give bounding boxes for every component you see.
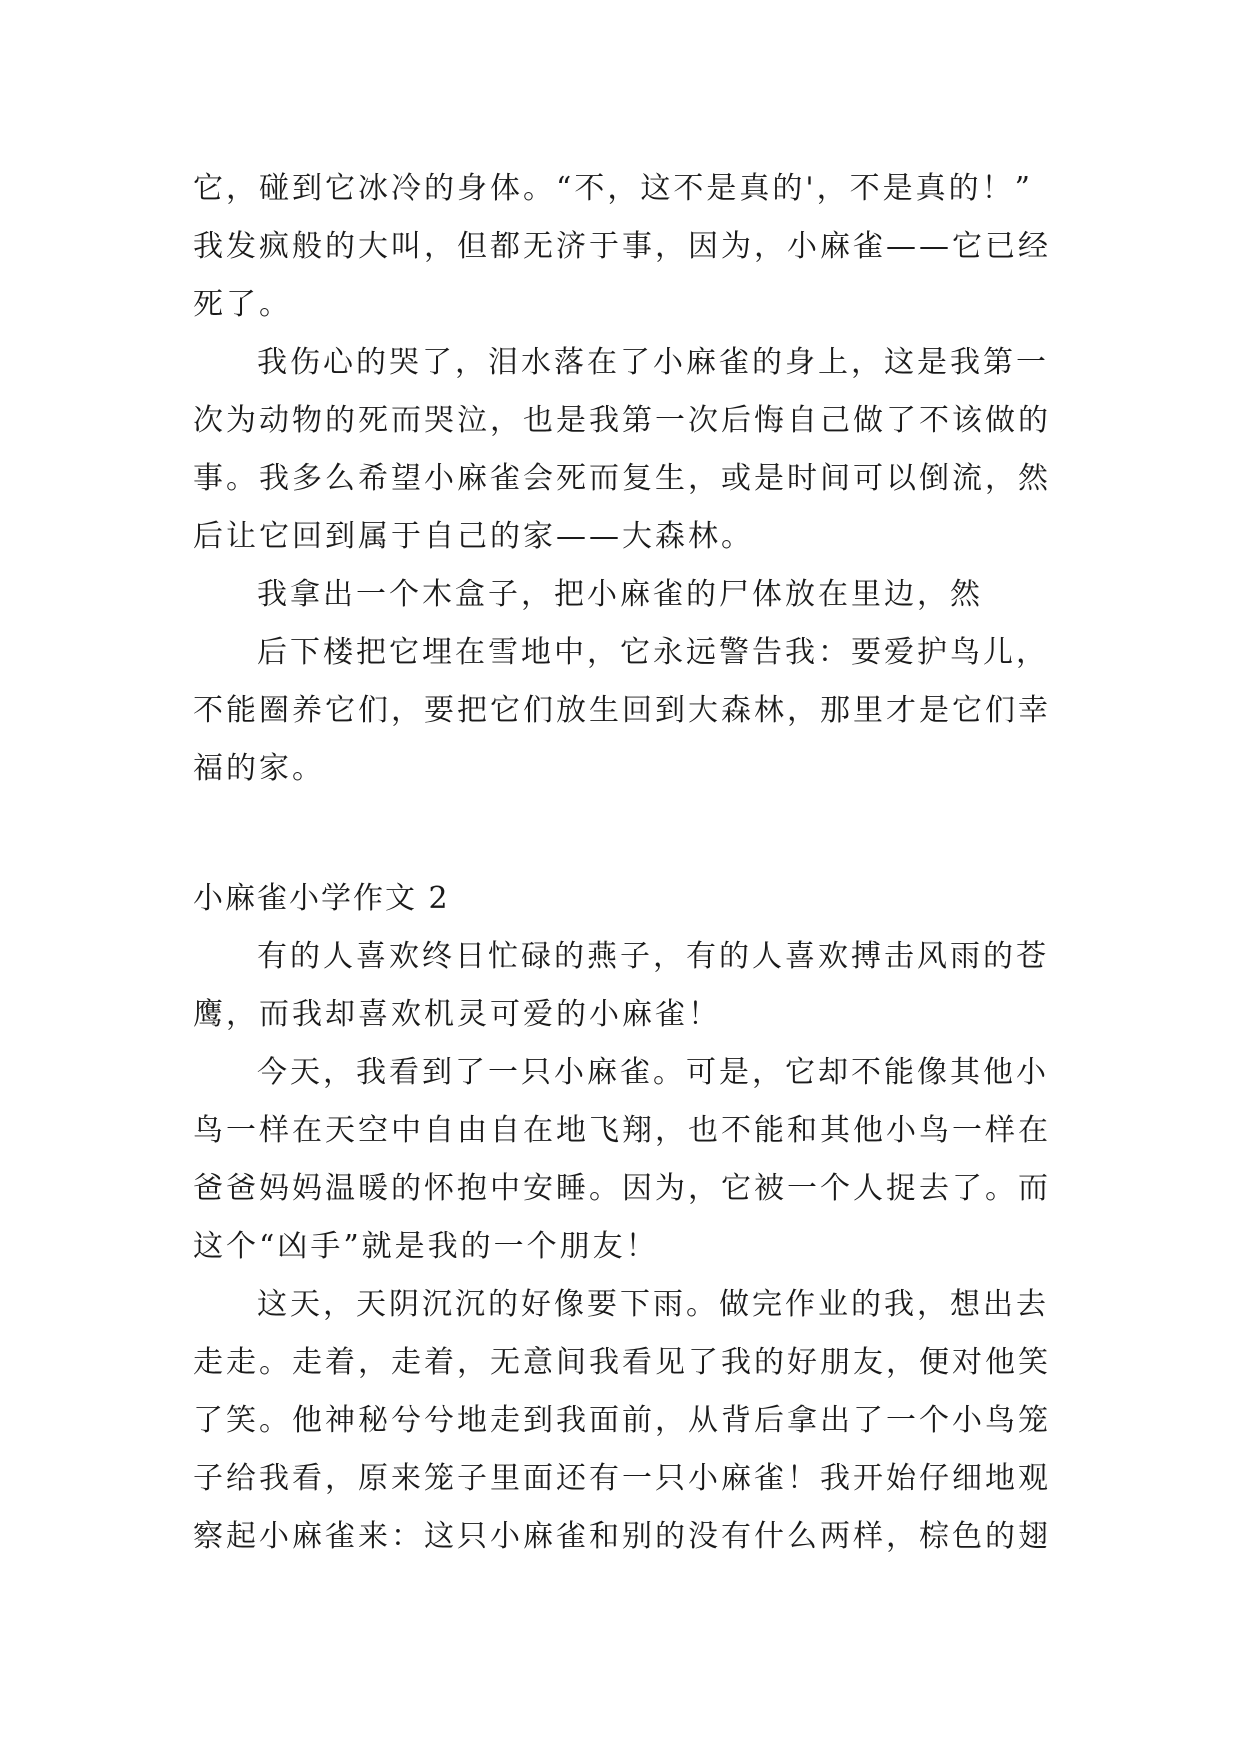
text-line: 今天，我看到了一只小麻雀。可是，它却不能像其他小	[257, 1055, 1049, 1090]
text-line: 了笑。他神秘兮兮地走到我面前，从背后拿出了一个小鸟笼	[193, 1403, 1051, 1438]
text-line: 走走。走着，走着，无意间我看见了我的好朋友，便对他笑	[193, 1345, 1051, 1380]
text-line: 事。我多么希望小麻雀会死而复生，或是时间可以倒流，然	[193, 461, 1051, 496]
text-line: 次为动物的死而哭泣，也是我第一次后悔自己做了不该做的	[193, 403, 1051, 438]
text-line: 死了。	[193, 287, 292, 322]
text-line: 它，碰到它冰冷的身体。“不，这不是真的'，不是真的！”	[193, 171, 1033, 206]
text-line: 有的人喜欢终日忙碌的燕子，有的人喜欢搏击风雨的苍	[257, 939, 1049, 974]
text-line: 鸟一样在天空中自由自在地飞翔，也不能和其他小鸟一样在	[193, 1113, 1051, 1148]
text-line: 子给我看，原来笼子里面还有一只小麻雀！我开始仔细地观	[193, 1461, 1051, 1496]
text-line: 后让它回到属于自己的家——大森林。	[193, 519, 754, 554]
text-line: 不能圈养它们，要把它们放生回到大森林，那里才是它们幸	[193, 693, 1051, 728]
text-line: 福的家。	[193, 751, 325, 786]
text-line: 鹰，而我却喜欢机灵可爱的小麻雀！	[193, 997, 721, 1032]
text-line: 爸爸妈妈温暖的怀抱中安睡。因为，它被一个人捉去了。而	[193, 1171, 1051, 1206]
text-line: 这天，天阴沉沉的好像要下雨。做完作业的我，想出去	[257, 1287, 1049, 1322]
section-gap	[193, 798, 1053, 870]
text-line: 后下楼把它埋在雪地中，它永远警告我：要爱护鸟儿，	[257, 635, 1049, 670]
text-line: 察起小麻雀来：这只小麻雀和别的没有什么两样，棕色的翅	[193, 1519, 1051, 1554]
text-line: 我伤心的哭了，泪水落在了小麻雀的身上，这是我第一	[257, 345, 1049, 380]
text-line: 我拿出一个木盒子，把小麻雀的尸体放在里边，然	[257, 577, 983, 612]
document-body	[193, 160, 1053, 1566]
text-line: 这个“凶手”就是我的一个朋友！	[193, 1229, 659, 1264]
text-line: 我发疯般的大叫，但都无济于事，因为，小麻雀——它已经	[193, 229, 1051, 264]
section-title: 小麻雀小学作文 2	[193, 881, 450, 916]
